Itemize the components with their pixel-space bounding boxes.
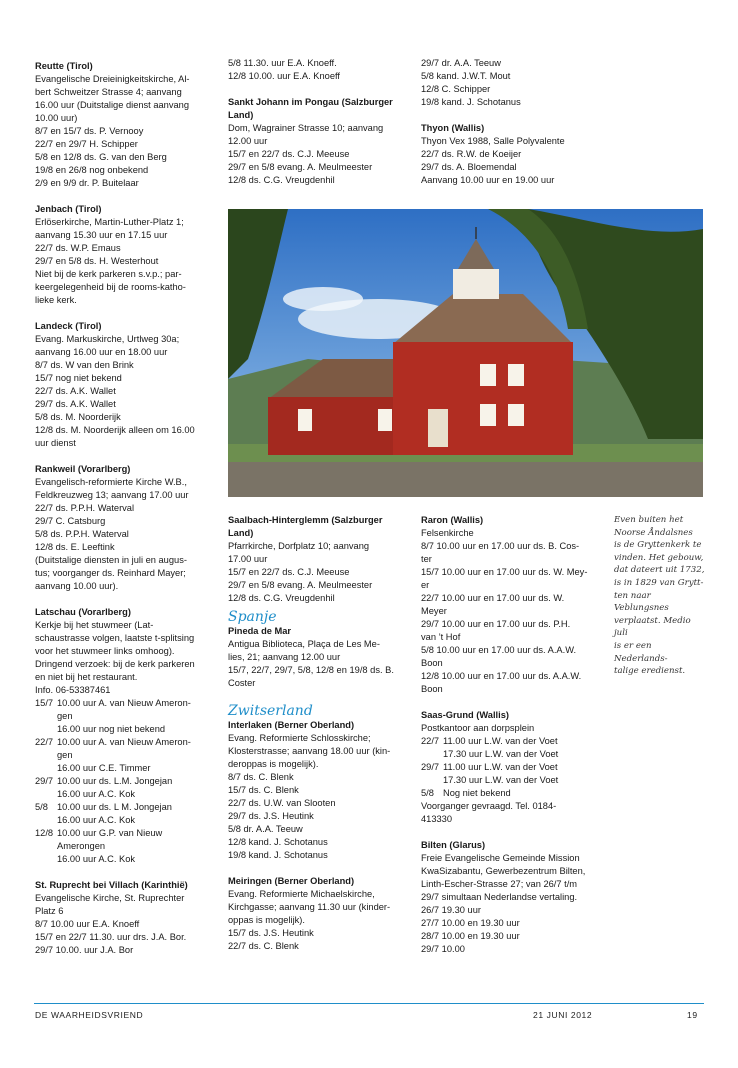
schedule-detail: 11.00 uur L.W. van der Voet [443,762,558,772]
schedule-detail: gen [57,750,73,760]
entry-line: 413330 [421,814,453,824]
schedule-date: 29/7 [421,762,440,772]
schedule-row [35,775,215,788]
schedule-row [35,736,215,749]
entry-line: 29/7 10.00. uur J.A. Bor [35,945,134,955]
entry-line: 15/7 ds. C. Blenk [228,785,299,795]
entry-line: 22/7 ds. P.P.H. Waterval [35,503,135,513]
photo-caption [614,514,706,678]
entry-line: 5/8 ds. M. Noorderijk [35,412,121,422]
schedule-detail: 17.30 uur L.W. van der Voet [443,775,559,785]
schedule-row [35,749,215,762]
entry-line: tus; voorganger ds. Reinhard Mayer; [35,568,186,578]
column-1 [35,60,215,970]
entry-line: aanvang 10.00 uur). [35,581,119,591]
entry-line: 12/8 10.00 uur en 17.00 uur ds. A.A.W. [421,671,582,681]
entry-line: KwaSizabantu, Gewerbezentrum Bilten, [421,866,586,876]
service-entry [35,463,215,593]
entry-line: 29/7 dr. A.A. Teeuw [421,58,501,68]
entry-line: 27/7 10.00 en 19.30 uur [421,918,520,928]
entry-line: 22/7 en 29/7 H. Schipper [35,139,138,149]
entry-line: 19/8 kand. J. Schotanus [228,850,328,860]
column-3-top [421,57,603,200]
entry-line: 8/7 ds. C. Blenk [228,772,294,782]
entry-line: 17.00 uur [228,554,268,564]
entry-line: Thyon Vex 1988, Salle Polyvalente [421,136,565,146]
entry-line: 12/8 C. Schipper [421,84,491,94]
entry-line: Dringend verzoek: bij de kerk parkeren [35,659,195,669]
schedule-row [35,788,215,801]
entry-line: 15/7 10.00 uur en 17.00 uur ds. W. Mey- [421,567,588,577]
schedule-detail: 10.00 uur ds. L M. Jongejan [57,802,172,812]
entry-line: 15/7 en 22/7 ds. C.J. Meeuse [228,149,350,159]
entry-line: Voorganger gevraagd. Tel. 0184- [421,801,557,811]
schedule-row [35,840,215,853]
footer-page-number: 19 [687,1010,698,1020]
entry-line: Coster [228,678,256,688]
schedule-detail: 17.30 uur L.W. van der Voet [443,749,559,759]
entry-line: 22/7 ds. A.K. Wallet [35,386,116,396]
entry-line: 22/7 ds. W.P. Emaus [35,243,121,253]
entry-line: 28/7 10.00 en 19.30 uur [421,931,520,941]
service-entry [35,879,215,957]
entry-line: Antigua Biblioteca, Plaça de Les Me- [228,639,380,649]
entry-line: 29/7 en 5/8 ds. H. Westerhout [35,256,159,266]
entry-line: Kirchgasse; aanvang 11.30 uur (kinder- [228,902,391,912]
entry-title: Meiringen (Berner Oberland) [228,876,355,886]
schedule-detail: 16.00 uur A.C. Kok [57,789,136,799]
column-3-bottom [421,514,603,969]
schedule-row [35,710,215,723]
service-entry [228,625,410,690]
entry-line: 12/8 ds. C.G. Vreugdenhil [228,175,335,185]
service-entry [35,606,215,866]
entry-line: keergelegenheid bij de rooms-katho- [35,282,186,292]
entry-line: 19/8 kand. J. Schotanus [421,97,521,107]
schedule-row [421,761,603,774]
footer-rule [34,1003,704,1004]
schedule-date [35,762,57,775]
entry-line: 29/7 10.00 [421,944,465,954]
schedule-date [35,723,57,736]
schedule-row [35,762,215,775]
schedule-date: 22/7 [421,736,440,746]
entry-line: voor het stuwmeer links omhoog). [35,646,175,656]
schedule-date [35,710,57,723]
entry-line: Felsenkirche [421,528,474,538]
schedule-detail: 11.00 uur L.W. van der Voet [443,736,558,746]
entry-line: 2/9 en 9/9 dr. P. Buitelaar [35,178,139,188]
schedule-row [35,827,215,840]
schedule-row [421,735,603,748]
schedule-date: 15/7 [35,698,54,708]
schedule-row [421,774,603,787]
entry-line: Evangelische Kirche, St. Ruprechter [35,893,185,903]
service-entry [421,514,603,696]
entry-title: Saas-Grund (Wallis) [421,710,509,720]
caption-line: Even buiten het [614,515,684,525]
entry-line: 22/7 ds. C. Blenk [228,941,299,951]
schedule-detail: 16.00 uur A.C. Kok [57,854,136,864]
service-entry [228,875,410,953]
entry-line: 29/7 ds. A. Bloemendal [421,162,517,172]
entry-line: 5/8 en 12/8 ds. G. van den Berg [35,152,167,162]
entry-line: 29/7 ds. A.K. Wallet [35,399,116,409]
entry-line: 12.00 uur [228,136,268,146]
entry-line: oppas is mogelijk). [228,915,305,925]
schedule-date [35,749,57,762]
entry-line: Feldkreuzweg 13; aanvang 17.00 uur [35,490,189,500]
entry-title: Interlaken (Berner Oberland) [228,720,355,730]
schedule-date: 5/8 [421,788,434,798]
entry-title: Raron (Wallis) [421,515,484,525]
entry-line: 5/8 11.30. uur E.A. Knoeff. [228,58,337,68]
entry-line: 12/8 ds. M. Noorderijk alleen om 16.00 [35,425,195,435]
service-entry [228,96,410,187]
entry-line: 22/7 ds. R.W. de Koeijer [421,149,522,159]
entry-line: 15/7 en 22/7 ds. C.J. Meeuse [228,567,350,577]
schedule-row [421,748,603,761]
section-heading-spanje: Spanje [228,609,277,625]
caption-line: ten naar Veblungsnes [614,590,669,614]
service-entry [421,839,603,956]
entry-title: Jenbach (Tirol) [35,204,102,214]
entry-line: 5/8 ds. P.P.H. Waterval [35,529,129,539]
entry-title: Rankweil (Vorarlberg) [35,464,131,474]
service-entry [228,719,410,862]
service-entry [421,122,603,187]
entry-title: Bilten (Glarus) [421,840,486,850]
entry-line: 19/8 en 26/8 nog onbekend [35,165,149,175]
entry-title: Pineda de Mar [228,626,292,636]
entry-line: 10.00 uur) [35,113,78,123]
caption-line: is in 1829 van Grytt- [614,577,704,588]
schedule-detail: 16.00 uur A.C. Kok [57,815,136,825]
entry-line: 15/7, 22/7, 29/7, 5/8, 12/8 en 19/8 ds. B. [228,665,394,675]
service-entry [228,514,410,605]
entry-line: 15/7 en 22/7 11.30. uur drs. J.A. Bor. [35,932,187,942]
entry-line: 12/8 ds. C.G. Vreugdenhil [228,593,335,603]
entry-line: 22/7 10.00 uur en 17.00 uur ds. W. [421,593,565,603]
schedule-detail: 10.00 uur A. van Nieuw Ameron- [57,698,191,708]
entry-line: Pfarrkirche, Dorfplatz 10; aanvang [228,541,370,551]
entry-title: Latschau (Vorarlberg) [35,607,131,617]
caption-line: verplaatst. Medio juli [614,615,691,639]
entry-line: 12/8 ds. E. Leeftink [35,542,115,552]
entry-line: Dom, Wagrainer Strasse 10; aanvang [228,123,384,133]
caption-line: is er een Nederlands- [614,640,668,664]
entry-line: (Duitstalige diensten in juli en augus- [35,555,187,565]
entry-line: 15/7 ds. J.S. Heutink [228,928,314,938]
entry-title: Landeck (Tirol) [35,321,102,331]
column-2-top [228,57,410,200]
schedule-date [421,774,443,787]
entry-line: Platz 6 [35,906,64,916]
entry-title: Thyon (Wallis) [421,123,485,133]
footer-publication: DE WAARHEIDSVRIEND [35,1010,144,1020]
schedule-row [35,801,215,814]
entry-line: Evang. Markuskirche, Urtlweg 30a; [35,334,180,344]
schedule-date: 12/8 [35,828,54,838]
schedule-detail: Nog niet bekend [443,788,511,798]
schedule-date [421,748,443,761]
entry-line: Linth-Escher-Strasse 27; van 26/7 t/m [421,879,578,889]
entry-line: Kerkje bij het stuwmeer (Lat- [35,620,154,630]
entry-line: van ’t Hof [421,632,461,642]
entry-line: lieke kerk. [35,295,77,305]
entry-line: 29/7 simultaan Nederlandse vertaling. [421,892,578,902]
entry-line: 29/7 C. Catsburg [35,516,106,526]
caption-line: Noorse Åndalsnes [614,527,693,538]
entry-line: 12/8 10.00. uur E.A. Knoeff [228,71,340,81]
entry-line: er [421,580,430,590]
schedule-detail: 10.00 uur ds. L.M. Jongejan [57,776,173,786]
schedule-date [35,840,57,853]
entry-line: 5/8 dr. A.A. Teeuw [228,824,303,834]
entry-line: Erlöserkirche, Martin-Luther-Platz 1; [35,217,184,227]
schedule-row [421,787,603,800]
service-entry [35,320,215,450]
service-entry [228,57,410,83]
entry-line: ter [421,554,432,564]
entry-line: Freie Evangelische Gemeinde Mission [421,853,580,863]
entry-line: bert Schweitzer Strasse 4; aanvang [35,87,182,97]
caption-line: is de Gryttenkerk te [614,540,702,551]
entry-line: Klosterstrasse; aanvang 18.00 uur (kin- [228,746,391,756]
caption-line: vinden. Het gebouw, [614,552,704,563]
entry-title: Saalbach-Hinterglemm (Salzburger Land) [228,515,383,538]
entry-line: aanvang 16.00 uur en 18.00 uur [35,347,168,357]
church-photo [228,209,703,497]
entry-line: 29/7 en 5/8 evang. A. Meulmeester [228,580,373,590]
column-2-bottom [228,514,410,966]
schedule-date [35,853,57,866]
schedule-detail: 10.00 uur A. van Nieuw Ameron- [57,737,191,747]
entry-line: Niet bij de kerk parkeren s.v.p.; par- [35,269,182,279]
entry-line: 15/7 nog niet bekend [35,373,122,383]
entry-line: aanvang 15.30 uur en 17.15 uur [35,230,168,240]
caption-line: talige eredienst. [614,666,686,677]
schedule-detail: 16.00 uur C.E. Timmer [57,763,151,773]
entry-line: 8/7 10.00 uur E.A. Knoeff [35,919,140,929]
footer-date: 21 JUNI 2012 [533,1010,593,1020]
entry-line: 29/7 en 5/8 evang. A. Meulmeester [228,162,373,172]
entry-line: Aanvang 10.00 uur en 19.00 uur [421,175,555,185]
schedule-date [35,788,57,801]
schedule-row [35,697,215,710]
entry-line: 8/7 en 15/7 ds. P. Vernooy [35,126,144,136]
entry-line: 5/8 10.00 uur en 17.00 uur ds. A.A.W. [421,645,577,655]
schedule-detail: Amerongen [57,841,106,851]
entry-line: deroppas is mogelijk). [228,759,319,769]
entry-title: Sankt Johann im Pongau (Salzburger Land) [228,97,393,120]
entry-line: Evangelisch-reformierte Kirche W.B., [35,477,187,487]
entry-line: schaustrasse volgen, laatste t-splitsing [35,633,195,643]
entry-line: Postkantoor aan dorpsplein [421,723,535,733]
entry-title: St. Ruprecht bei Villach (Karinthië) [35,880,188,890]
entry-title: Reutte (Tirol) [35,61,93,71]
entry-line: Evang. Reformierte Michaelskirche, [228,889,375,899]
service-entry [35,203,215,307]
entry-line: 8/7 ds. W van den Brink [35,360,134,370]
schedule-date: 29/7 [35,776,54,786]
schedule-detail: 16.00 uur nog niet bekend [57,724,166,734]
schedule-date [35,814,57,827]
schedule-detail: gen [57,711,73,721]
caption-line: dat dateert uit 1732, [614,565,705,576]
schedule-date: 5/8 [35,802,48,812]
entry-line: Evang. Reformierte Schlosskirche; [228,733,371,743]
entry-line: 22/7 ds. U.W. van Slooten [228,798,336,808]
section-heading-zwitserland: Zwitserland [228,703,313,719]
service-entry [421,57,603,109]
entry-line: 16.00 uur (Duitstalige dienst aanvang [35,100,190,110]
entry-line: 29/7 ds. J.S. Heutink [228,811,314,821]
entry-line: Info. 06-53387461 [35,685,111,695]
entry-line: Boon [421,684,443,694]
entry-line: 8/7 10.00 uur en 17.00 uur ds. B. Cos- [421,541,580,551]
entry-line: Boon [421,658,443,668]
schedule-detail: 10.00 uur G.P. van Nieuw [57,828,163,838]
entry-line: uur dienst [35,438,76,448]
entry-line: Meyer [421,606,447,616]
entry-line: en niet bij het restaurant. [35,672,138,682]
entry-line: Evangelische Dreieinigkeitskirche, Al- [35,74,190,84]
entry-line: 26/7 19.30 uur [421,905,481,915]
entry-line: 12/8 kand. J. Schotanus [228,837,328,847]
schedule-row [35,814,215,827]
schedule-row [35,853,215,866]
service-entry [421,709,603,826]
entry-line: 5/8 kand. J.W.T. Mout [421,71,511,81]
schedule-date: 22/7 [35,737,54,747]
service-entry [35,60,215,190]
schedule-row [35,723,215,736]
entry-line: 29/7 10.00 uur en 17.00 uur ds. P.H. [421,619,571,629]
entry-line: lies, 21; aanvang 12.00 uur [228,652,341,662]
